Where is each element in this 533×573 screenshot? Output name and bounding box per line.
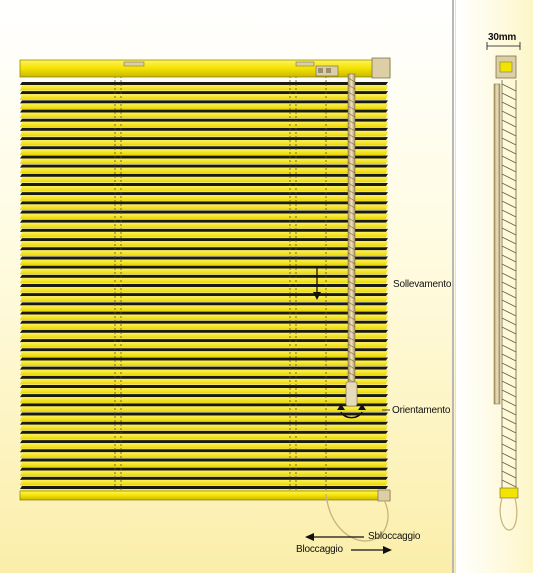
slat xyxy=(20,434,388,440)
slat-shadow xyxy=(20,183,388,186)
slat xyxy=(20,94,388,100)
slat-shadow xyxy=(20,348,388,351)
slat-shadow xyxy=(20,339,388,342)
bottom-rail xyxy=(20,490,390,501)
slat xyxy=(20,85,388,91)
slat-shadow xyxy=(20,330,388,333)
slat xyxy=(20,259,388,265)
slat-shadow xyxy=(20,192,388,195)
slat xyxy=(20,269,388,275)
slat-shadow xyxy=(20,165,388,168)
slat xyxy=(20,103,388,109)
slat-shadow xyxy=(20,110,388,113)
slat-shadow xyxy=(20,266,388,269)
slat-shadow xyxy=(20,256,388,259)
slat xyxy=(20,443,388,449)
slat xyxy=(20,223,388,229)
slat xyxy=(20,214,388,220)
slat-shadow xyxy=(20,91,388,94)
slat-shadow xyxy=(20,458,388,461)
slat xyxy=(20,168,388,174)
slat-shadow xyxy=(20,477,388,480)
side-view xyxy=(456,0,533,573)
slat xyxy=(20,158,388,164)
slat-shadow xyxy=(20,440,388,443)
slat-shadow xyxy=(20,174,388,177)
slat xyxy=(20,480,388,486)
tilting-label: Orientamento xyxy=(392,405,451,416)
slat-shadow xyxy=(20,293,388,296)
slat xyxy=(20,177,388,183)
slat xyxy=(20,370,388,376)
slat-shadow xyxy=(20,321,388,324)
slat-shadow xyxy=(20,367,388,370)
slat xyxy=(20,452,388,458)
slat xyxy=(20,195,388,201)
slat-shadow xyxy=(20,394,388,397)
slat-shadow xyxy=(20,247,388,250)
slat-shadow xyxy=(20,82,388,85)
slat xyxy=(20,232,388,238)
slat-shadow xyxy=(20,100,388,103)
slat xyxy=(20,241,388,247)
slat-shadow xyxy=(20,302,388,305)
slat-shadow xyxy=(20,220,388,223)
slat-shadow xyxy=(20,137,388,140)
slat-shadow xyxy=(20,275,388,278)
slat xyxy=(20,425,388,431)
slat-shadow xyxy=(20,357,388,360)
slat-shadow xyxy=(20,468,388,471)
lock-label: Bloccaggio xyxy=(296,544,343,555)
slat xyxy=(20,315,388,321)
slat-shadow xyxy=(20,449,388,452)
headrail xyxy=(20,58,390,78)
slat-shadow xyxy=(20,431,388,434)
slat xyxy=(20,250,388,256)
slat xyxy=(20,278,388,284)
slat xyxy=(20,388,388,394)
slat xyxy=(20,287,388,293)
slat-shadow xyxy=(20,312,388,315)
slat xyxy=(20,204,388,210)
slat xyxy=(20,296,388,302)
slat xyxy=(20,406,388,412)
slat xyxy=(20,113,388,119)
slat xyxy=(20,351,388,357)
slat xyxy=(20,186,388,192)
slat xyxy=(20,149,388,155)
lock-arrow-icon xyxy=(351,546,392,554)
slat-shadow xyxy=(20,146,388,149)
width-label: 30mm xyxy=(488,32,517,43)
slat xyxy=(20,305,388,311)
slat xyxy=(20,333,388,339)
slat xyxy=(20,360,388,366)
slat-shadow xyxy=(20,284,388,287)
slat xyxy=(20,461,388,467)
slat xyxy=(20,397,388,403)
slat-shadow xyxy=(20,422,388,425)
slat-shadow xyxy=(20,128,388,131)
slat-shadow xyxy=(20,486,388,489)
unlock-label: Sbloccaggio xyxy=(368,531,421,542)
slat xyxy=(20,122,388,128)
slat xyxy=(20,471,388,477)
slat-shadow xyxy=(20,201,388,204)
lifting-label: Sollevamento xyxy=(393,279,452,290)
slat-shadow xyxy=(20,385,388,388)
slat xyxy=(20,131,388,137)
slat-shadow xyxy=(20,413,388,416)
slat xyxy=(20,140,388,146)
slat-shadow xyxy=(20,211,388,214)
slat-shadow xyxy=(20,155,388,158)
slat-shadow xyxy=(20,238,388,241)
slat-shadow xyxy=(20,403,388,406)
slat-shadow xyxy=(20,119,388,122)
unlock-arrow-icon xyxy=(305,533,364,541)
slat-shadow xyxy=(20,376,388,379)
slat xyxy=(20,324,388,330)
slat xyxy=(20,416,388,422)
slat xyxy=(20,342,388,348)
slat xyxy=(20,379,388,385)
slat-stack xyxy=(20,82,388,495)
slat-shadow xyxy=(20,229,388,232)
